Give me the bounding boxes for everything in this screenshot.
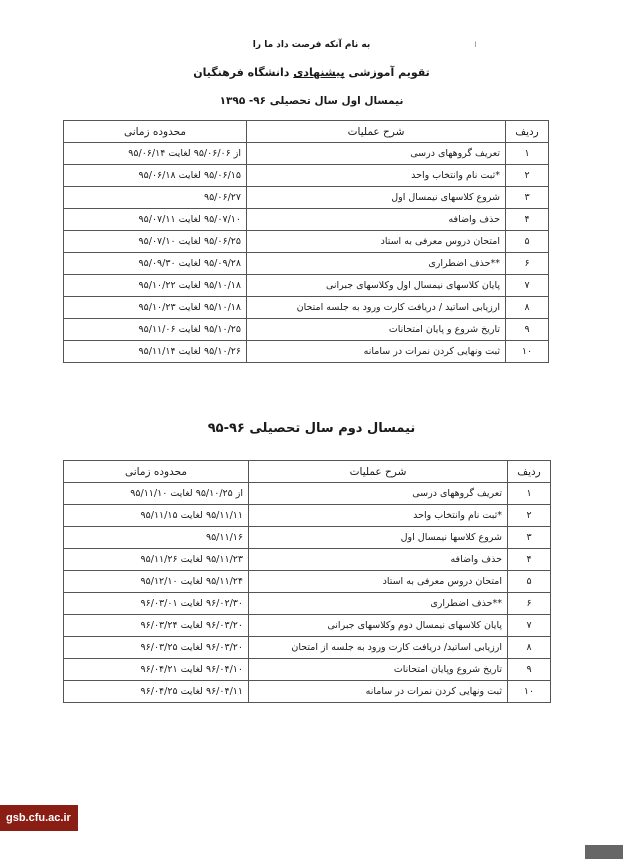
scan-corner (585, 845, 623, 859)
operation-description: امتحان دروس معرفی به استاد (249, 571, 508, 593)
operation-description: ارزیابی اساتید/ دریافت کارت ورود به جلسه از امتحان (249, 637, 508, 659)
operation-description: پایان کلاسهای نیمسال اول وکلاسهای جبرانی (247, 275, 506, 297)
table-row (64, 209, 549, 231)
table-row (64, 187, 549, 209)
date-range: از ۹۵/۰۶/۰۶ لغایت ۹۵/۰۶/۱۴ (64, 143, 247, 165)
row-number: ۹ (508, 659, 551, 681)
row-number: ۳ (508, 527, 551, 549)
title-suffix: دانشگاه فرهنگیان (193, 66, 290, 79)
operation-description: *ثبت نام وانتخاب واحد (249, 505, 508, 527)
date-range: ۹۶/۰۴/۱۱ لغایت ۹۶/۰۴/۲۵ (64, 681, 249, 703)
operation-description: **حذف اضطراری (249, 593, 508, 615)
date-range: ۹۵/۱۱/۲۴ لغایت ۹۵/۱۲/۱۰ (64, 571, 249, 593)
row-number: ۷ (508, 615, 551, 637)
semester1-table-body (64, 143, 549, 363)
bismillah-heading: به نام آنکه فرصت داد ما را (252, 40, 371, 50)
semester2-title: نیمسال دوم سال تحصیلی ۹۶-۹۵ (207, 421, 416, 436)
date-range: ۹۵/۰۶/۲۵ لغایت ۹۵/۰۷/۱۰ (64, 231, 247, 253)
table-row (64, 231, 549, 253)
operation-description: حذف واضافه (249, 549, 508, 571)
date-range: ۹۵/۰۷/۱۰ لغایت ۹۵/۰۷/۱۱ (64, 209, 247, 231)
row-number: ۲ (506, 165, 549, 187)
table-row (64, 165, 549, 187)
table-row (64, 319, 549, 341)
date-range: ۹۵/۱۱/۱۱ لغایت ۹۵/۱۱/۱۵ (64, 505, 249, 527)
semester1-table (63, 120, 549, 363)
date-range: ۹۶/۰۴/۱۰ لغایت ۹۶/۰۴/۲۱ (64, 659, 249, 681)
semester2-table-body (64, 483, 551, 703)
operation-description: **حذف اضطراری (247, 253, 506, 275)
column-header-date: محدوده زمانی (64, 121, 247, 143)
row-number: ۶ (508, 593, 551, 615)
date-range: از ۹۵/۱۰/۲۵ لغایت ۹۵/۱۱/۱۰ (64, 483, 249, 505)
operation-description: حذف واضافه (247, 209, 506, 231)
table-row (64, 637, 551, 659)
semester1-title: نیمسال اول سال تحصیلی ۹۶- ۱۳۹۵ (219, 95, 404, 107)
column-header-date: محدوده زمانی (64, 461, 249, 483)
row-number: ۱ (506, 143, 549, 165)
column-header-no: ردیف (506, 121, 549, 143)
table-row (64, 275, 549, 297)
date-range: ۹۵/۱۰/۱۸ لغایت ۹۵/۱۰/۲۲ (64, 275, 247, 297)
operation-description: امتحان دروس معرفی به استاد (247, 231, 506, 253)
date-range: ۹۵/۱۰/۱۸ لغایت ۹۵/۱۰/۲۳ (64, 297, 247, 319)
table-row (64, 681, 551, 703)
table-row (64, 659, 551, 681)
scan-mark: ı (474, 39, 477, 50)
operation-description: ثبت ونهایی کردن نمرات در سامانه (247, 341, 506, 363)
operation-description: *ثبت نام وانتخاب واحد (247, 165, 506, 187)
table-row (64, 483, 551, 505)
operation-description: شروع کلاسهای نیمسال اول (247, 187, 506, 209)
date-range: ۹۶/۰۳/۲۰ لغایت ۹۶/۰۳/۲۴ (64, 615, 249, 637)
table-row (64, 593, 551, 615)
row-number: ۵ (506, 231, 549, 253)
row-number: ۳ (506, 187, 549, 209)
column-header-no: ردیف (508, 461, 551, 483)
row-number: ۸ (506, 297, 549, 319)
operation-description: پایان کلاسهای نیمسال دوم وکلاسهای جبرانی (249, 615, 508, 637)
date-range: ۹۶/۰۲/۳۰ لغایت ۹۶/۰۳/۰۱ (64, 593, 249, 615)
date-range: ۹۵/۰۶/۲۷ (64, 187, 247, 209)
operation-description: ارزیابی اساتید / دریافت کارت ورود به جلسه امتحان (247, 297, 506, 319)
operation-description: ثبت ونهایی کردن نمرات در سامانه (249, 681, 508, 703)
document-title (0, 66, 623, 79)
row-number: ۱۰ (506, 341, 549, 363)
date-range: ۹۵/۰۹/۲۸ لغایت ۹۵/۰۹/۳۰ (64, 253, 247, 275)
table-row (64, 615, 551, 637)
date-range: ۹۵/۱۰/۲۵ لغایت ۹۵/۱۱/۰۶ (64, 319, 247, 341)
date-range: ۹۵/۱۱/۱۶ (64, 527, 249, 549)
site-logo-link[interactable]: gsb.cfu.ac.ir (0, 805, 78, 831)
table-row (64, 253, 549, 275)
date-range: ۹۵/۱۱/۲۳ لغایت ۹۵/۱۱/۲۶ (64, 549, 249, 571)
table-row (64, 297, 549, 319)
table-row (64, 143, 549, 165)
row-number: ۲ (508, 505, 551, 527)
table-row (64, 527, 551, 549)
column-header-desc: شرح عملیات (249, 461, 508, 483)
date-range: ۹۵/۰۶/۱۵ لغایت ۹۵/۰۶/۱۸ (64, 165, 247, 187)
row-number: ۴ (506, 209, 549, 231)
table-header-row (64, 121, 549, 143)
title-prefix: تقویم آموزشی (348, 66, 430, 79)
date-range: ۹۶/۰۳/۲۰ لغایت ۹۶/۰۳/۲۵ (64, 637, 249, 659)
row-number: ۶ (506, 253, 549, 275)
table-row (64, 505, 551, 527)
row-number: ۵ (508, 571, 551, 593)
row-number: ۴ (508, 549, 551, 571)
semester2-table (63, 460, 551, 703)
operation-description: تعریف گروههای درسی (247, 143, 506, 165)
operation-description: تعریف گروههای درسی (249, 483, 508, 505)
date-range: ۹۵/۱۰/۲۶ لغایت ۹۵/۱۱/۱۴ (64, 341, 247, 363)
row-number: ۱۰ (508, 681, 551, 703)
operation-description: تاریخ شروع وپایان امتحانات (249, 659, 508, 681)
table-row (64, 549, 551, 571)
title-underlined: پیشنهادی (293, 66, 345, 79)
operation-description: تاریخ شروع و پایان امتحانات (247, 319, 506, 341)
column-header-desc: شرح عملیات (247, 121, 506, 143)
row-number: ۸ (508, 637, 551, 659)
row-number: ۷ (506, 275, 549, 297)
table-header-row (64, 461, 551, 483)
table-row (64, 341, 549, 363)
table-row (64, 571, 551, 593)
row-number: ۹ (506, 319, 549, 341)
row-number: ۱ (508, 483, 551, 505)
operation-description: شروع کلاسها نیمسال اول (249, 527, 508, 549)
